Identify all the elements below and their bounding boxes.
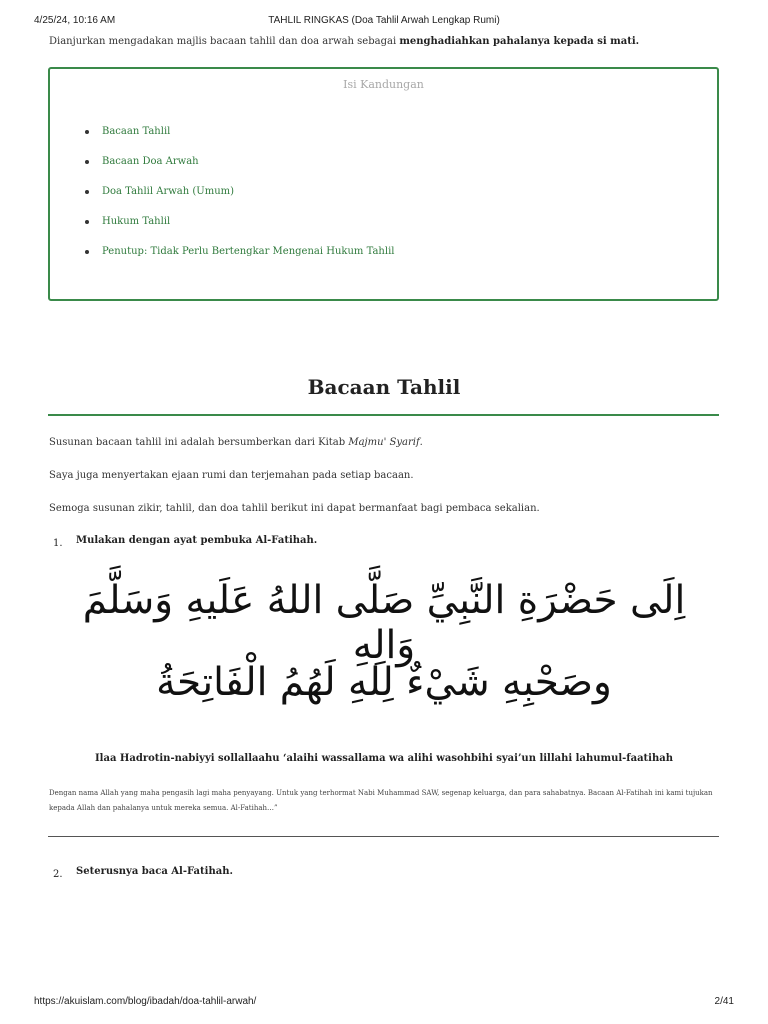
print-header <box>0 15 768 29</box>
intro-text: Dianjurkan mengadakan majlis bacaan tahlil dan doa arwah sebagai <box>49 36 400 47</box>
print-url: https://akuislam.com/blog/ibadah/doa-tahlil-arwah/ <box>34 996 257 1007</box>
print-document-title: TAHLIL RINGKAS (Doa Tahlil Arwah Lengkap Rumi) <box>268 15 500 26</box>
arabic-line-1: اِلَى حَضْرَةِ النَّبِيِّ صَلَّى اللهُ عَلَيهِ وَسَلَّمَ وَالِهِ <box>82 578 686 668</box>
print-footer <box>0 996 768 1010</box>
source-book-title: Majmu' Syarif <box>348 437 420 448</box>
paragraph-hope: Semoga susunan zikir, tahlil, dan doa tahlil berikut ini dapat bermanfaat bagi pembaca sekalian. <box>49 503 540 514</box>
intro-paragraph <box>49 35 729 49</box>
page-number: 2/41 <box>714 996 734 1007</box>
section-heading: Bacaan Tahlil <box>307 375 461 399</box>
table-of-contents <box>48 67 719 301</box>
toc-link-hukum-tahlil[interactable]: Hukum Tahlil <box>102 215 394 245</box>
toc-link-penutup[interactable]: Penutup: Tidak Perlu Bertengkar Mengenai Hukum Tahlil <box>102 245 394 275</box>
toc-list <box>50 125 394 275</box>
toc-link-bacaan-doa-arwah[interactable]: Bacaan Doa Arwah <box>102 155 394 185</box>
source-text: Susunan bacaan tahlil ini adalah bersumberkan dari Kitab <box>49 437 349 448</box>
paragraph-source <box>49 436 423 450</box>
step-text: Seterusnya baca Al-Fatihah. <box>76 866 233 877</box>
arabic-line-2: وصَحْبِهِ شَيْءٌ لِلهِ لَهُمُ الْفَاتِحَةُ <box>156 660 612 705</box>
step-number: 2. <box>53 869 63 880</box>
print-datetime: 4/25/24, 10:16 AM <box>34 15 116 26</box>
heading-divider <box>48 414 719 416</box>
toc-link-doa-tahlil-arwah[interactable]: Doa Tahlil Arwah (Umum) <box>102 185 394 215</box>
toc-link-bacaan-tahlil[interactable]: Bacaan Tahlil <box>102 125 394 155</box>
transliteration: Ilaa Hadrotin-nabiyyi sollallaahu ‘alaihi wassallama wa alihi wasohbihi syai’un lillahi lahumul-faatihah <box>94 753 673 764</box>
section-divider <box>48 836 719 837</box>
paragraph-rumi: Saya juga menyertakan ejaan rumi dan terjemahan pada setiap bacaan. <box>49 470 414 481</box>
intro-bold: menghadiahkan pahalanya kepada si mati. <box>399 36 640 47</box>
source-text-end: . <box>419 437 423 448</box>
translation-text: Dengan nama Allah yang maha pengasih lagi maha penyayang. Untuk yang terhormat Nabi Muhammad SAW, segenap keluarga, dan para sahabatnya. Bacaan Al-Fatihah ini kami tujukan kepada Allah dan pahalanya untuk mereka semua. Al-Fatihah…” <box>49 789 713 812</box>
step-text: Mulakan dengan ayat pembuka Al-Fatihah. <box>76 535 318 546</box>
step-number: 1. <box>53 538 63 549</box>
toc-title: Isi Kandungan <box>343 78 424 91</box>
